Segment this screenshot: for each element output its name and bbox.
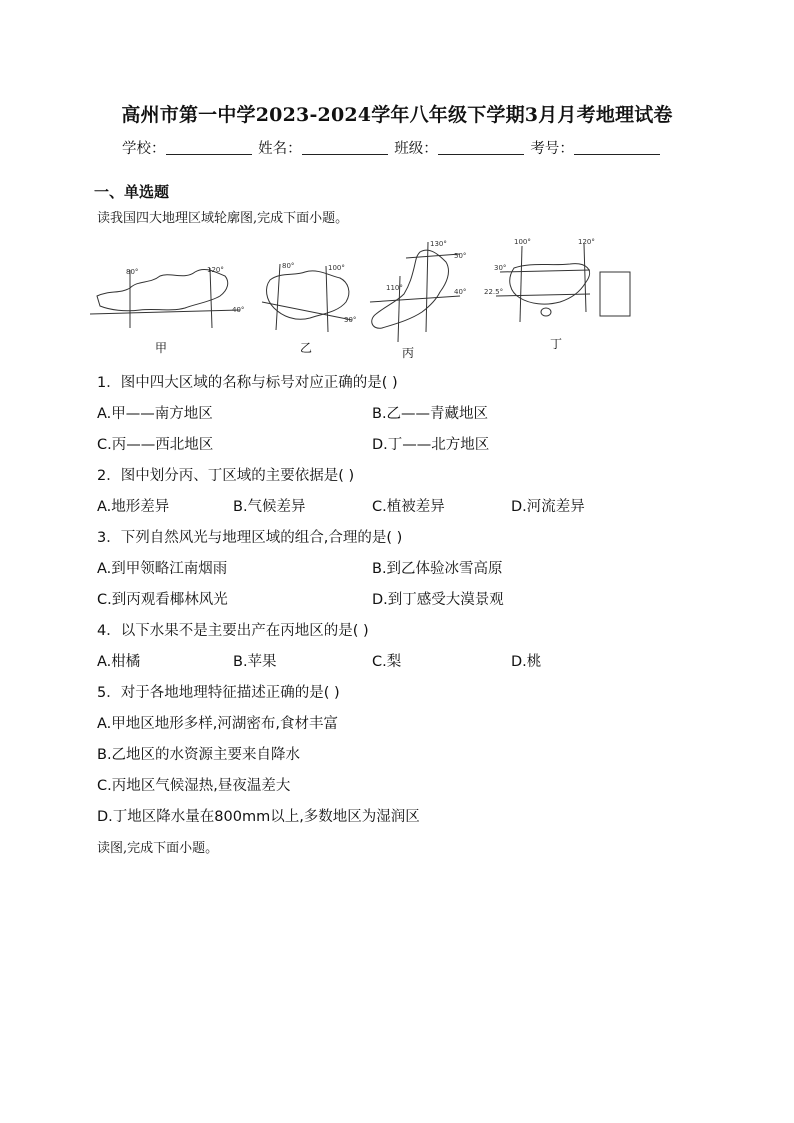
region-maps-figure [90,232,740,362]
q4-option-d[interactable]: D.桃 [511,654,542,670]
school-label: 学校： [122,141,166,157]
map-jia [90,266,244,328]
q2-option-b[interactable]: B.气候差异 [233,499,306,515]
map-ding [484,238,630,322]
coord-yi-80: 80° [282,262,295,270]
q3-option-d[interactable]: D.到丁感受大漠景观 [372,592,504,608]
q3-option-a[interactable]: A.到甲领略江南烟雨 [97,561,228,577]
name-input-line[interactable] [302,140,388,155]
question-3-stem: 3．下列自然风光与地理区域的组合,合理的是( ) [97,530,403,546]
q2-option-d[interactable]: D.河流差异 [511,499,585,515]
q3-option-b[interactable]: B.到乙体验冰雪高原 [372,561,503,577]
question-1-stem: 1．图中四大区域的名称与标号对应正确的是( ) [97,375,398,391]
coord-ding-100: 100° [514,238,531,246]
q1-option-d[interactable]: D.丁——北方地区 [372,437,490,453]
question-2-stem: 2．图中划分丙、丁区域的主要依据是( ) [97,468,355,484]
exam-number-label: 考号： [530,141,574,157]
q1-option-a[interactable]: A.甲——南方地区 [97,406,213,422]
q4-option-b[interactable]: B.苹果 [233,654,277,670]
coord-ding-22-5: 22.5° [484,288,504,296]
class-input-line[interactable] [438,140,524,155]
coord-jia-40: 40° [232,306,245,314]
q1-option-b[interactable]: B.乙——青藏地区 [372,406,489,422]
q1-option-c[interactable]: C.丙——西北地区 [97,437,214,453]
class-label: 班级： [394,141,438,157]
q5-option-d[interactable]: D.丁地区降水量在800mm以上,多数地区为湿润区 [97,809,420,825]
exam-number-input-line[interactable] [574,140,660,155]
section-heading: 一、单选题 [94,183,170,201]
coord-bing-50: 50° [454,252,467,260]
q5-option-c[interactable]: C.丙地区气候湿热,昼夜温差大 [97,778,291,794]
school-input-line[interactable] [166,140,252,155]
q4-option-c[interactable]: C.梨 [372,654,402,670]
coord-jia-120: 120° [207,266,224,274]
q2-option-c[interactable]: C.植被差异 [372,499,445,515]
coord-yi-100: 100° [328,264,345,272]
q2-option-a[interactable]: A.地形差异 [97,499,170,515]
coord-ding-30: 30° [494,264,507,272]
name-label: 姓名： [258,141,302,157]
map-label-jia: 甲 [155,341,168,355]
exam-title: 高州市第一中学2023-2024学年八年级下学期3月月考地理试卷 [121,104,673,126]
coord-yi-30: 30° [344,316,357,324]
instruction-text: 读我国四大地理区域轮廓图,完成下面小题。 [97,211,349,226]
coord-jia-80: 80° [126,268,139,276]
question-4-stem: 4．以下水果不是主要出产在丙地区的是( ) [97,623,369,639]
instruction-text-2: 读图,完成下面小题。 [97,841,219,856]
q4-option-a[interactable]: A.柑橘 [97,654,141,670]
q3-option-c[interactable]: C.到丙观看椰林风光 [97,592,228,608]
map-label-yi: 乙 [300,341,313,355]
q5-option-a[interactable]: A.甲地区地形多样,河湖密布,食材丰富 [97,716,338,732]
coord-ding-120: 120° [578,238,595,246]
map-yi [262,262,356,332]
map-bing [370,240,466,342]
map-label-bing: 丙 [402,346,415,360]
question-5-stem: 5．对于各地地理特征描述正确的是( ) [97,685,340,701]
q5-option-b[interactable]: B.乙地区的水资源主要来自降水 [97,747,301,763]
student-info-fields [122,137,662,158]
map-label-ding: 丁 [550,337,563,351]
coord-bing-40: 40° [454,288,467,296]
coord-bing-130: 130° [430,240,447,248]
coord-bing-110: 110° [386,284,403,292]
